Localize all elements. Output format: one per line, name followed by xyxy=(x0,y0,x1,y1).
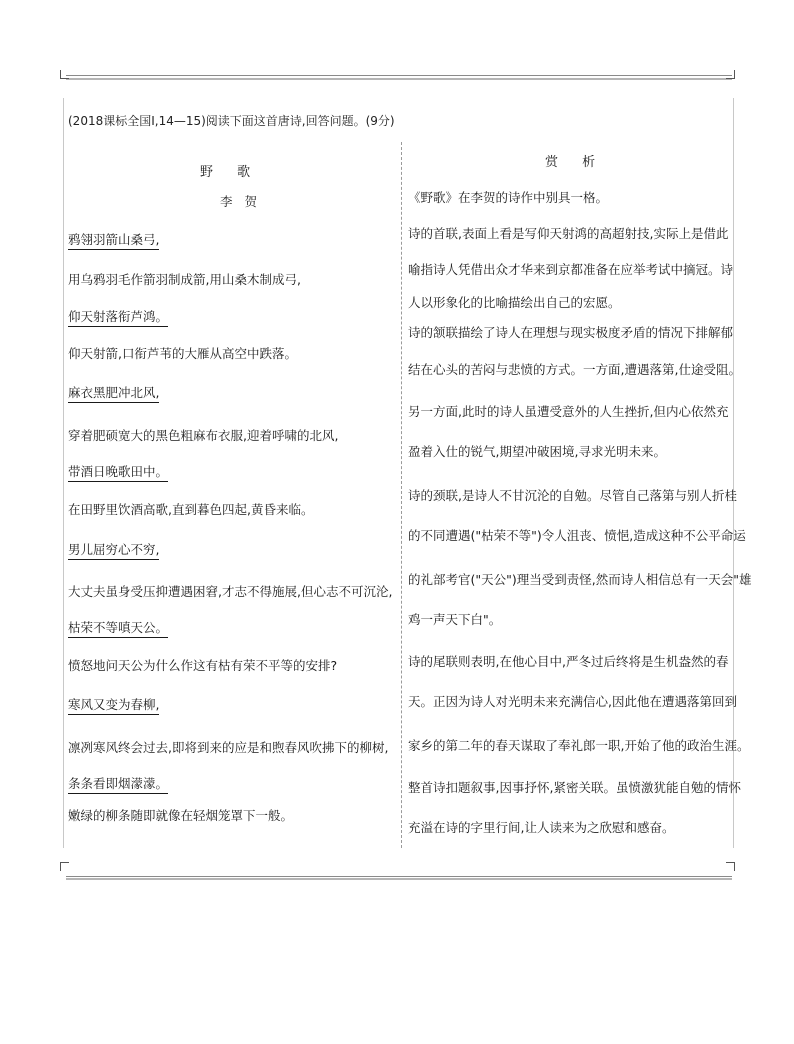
poem-line-text: 寒风又变为春柳, xyxy=(68,697,159,715)
poem-line-text: 麻衣黑肥冲北风, xyxy=(68,385,159,403)
column-divider xyxy=(401,142,402,848)
poem-line-translation: 仰天射箭,口衔芦苇的大雁从高空中跌落。 xyxy=(68,346,297,361)
frame-right-line xyxy=(733,98,734,848)
poem-line-text: 男儿屈穷心不穷, xyxy=(68,542,159,560)
poem-line-translation: 穿着肥硕宽大的黑色粗麻布衣服,迎着呼啸的北风, xyxy=(68,428,339,443)
appreciation-line: 诗的颔联描绘了诗人在理想与现实极度矛盾的情况下排解郁 xyxy=(408,325,734,340)
appreciation-line: 的不同遭遇("枯荣不等")令人沮丧、愤悒,造成这种不公平命运 xyxy=(408,528,746,543)
corner-mark-top-left xyxy=(60,70,69,79)
appreciation-line: 整首诗扣题叙事,因事抒怀,紧密关联。虽愤激犹能自勉的情怀 xyxy=(408,780,741,795)
appreciation-title: 赏 析 xyxy=(545,155,606,170)
frame-top-line-shadow xyxy=(66,78,732,80)
appreciation-line: 的礼部考官("天公")理当受到责怪,然而诗人相信总有一天会"雄 xyxy=(408,572,752,587)
appreciation-line: 家乡的第二年的春天谋取了奉礼郎一职,开始了他的政治生涯。 xyxy=(408,738,750,753)
appreciation-line: 人以形象化的比喻描绘出自己的宏愿。 xyxy=(408,295,621,310)
corner-mark-bottom-right xyxy=(726,862,735,871)
poem-author: 李 贺 xyxy=(220,194,261,209)
poem-line-text: 鸦翎羽箭山桑弓, xyxy=(68,232,159,250)
poem-line-translation: 用乌鸦羽毛作箭羽制成箭,用山桑木制成弓, xyxy=(68,272,301,287)
appreciation-line: 《野歌》在李贺的诗作中别具一格。 xyxy=(408,190,609,205)
corner-mark-top-right xyxy=(726,70,735,79)
frame-top-line xyxy=(66,75,732,76)
frame-left-line xyxy=(63,98,64,848)
frame-bottom-line-shadow xyxy=(66,878,732,880)
poem-line-translation: 嫩绿的柳条随即就像在轻烟笼罩下一般。 xyxy=(68,808,294,823)
appreciation-line: 诗的尾联则表明,在他心目中,严冬过后终将是生机盎然的春 xyxy=(408,654,729,669)
frame-bottom-line xyxy=(66,876,732,877)
poem-line-translation: 大丈夫虽身受压抑遭遇困窘,才志不得施展,但心志不可沉沦, xyxy=(68,584,393,599)
appreciation-line: 天。正因为诗人对光明未来充满信心,因此他在遭遇落第回到 xyxy=(408,694,737,709)
poem-line-text: 条条看即烟濛濛。 xyxy=(68,776,168,794)
poem-line-text: 仰天射落衔芦鸿。 xyxy=(68,309,168,327)
appreciation-line: 充溢在诗的字里行间,让人读来为之欣慰和感奋。 xyxy=(408,820,675,835)
poem-line-translation: 在田野里饮酒高歌,直到暮色四起,黄昏来临。 xyxy=(68,502,314,517)
poem-line-text: 带酒日晚歌田中。 xyxy=(68,464,168,482)
appreciation-line: 诗的首联,表面上看是写仰天射鸿的高超射技,实际上是借此 xyxy=(408,226,729,241)
poem-title: 野 歌 xyxy=(200,165,261,180)
appreciation-line: 鸡一声天下白"。 xyxy=(408,612,502,627)
poem-line-translation: 凛冽寒风终会过去,即将到来的应是和煦春风吹拂下的柳树, xyxy=(68,740,389,755)
corner-mark-bottom-left xyxy=(60,862,69,871)
appreciation-line: 另一方面,此时的诗人虽遭受意外的人生挫折,但内心依然充 xyxy=(408,404,729,419)
appreciation-line: 喻指诗人凭借出众才华来到京都准备在应举考试中摘冠。诗 xyxy=(408,262,734,277)
poem-line-text: 枯荣不等嗔天公。 xyxy=(68,620,168,638)
question-header: (2018课标全国Ⅰ,14—15)阅读下面这首唐诗,回答问题。(9分) xyxy=(68,114,395,128)
appreciation-line: 结在心头的苦闷与悲愤的方式。一方面,遭遇落第,仕途受阻。 xyxy=(408,362,741,377)
poem-line-translation: 愤怒地问天公为什么作这有枯有荣不平等的安排? xyxy=(68,658,338,673)
appreciation-line: 盈着入仕的锐气,期望冲破困境,寻求光明未来。 xyxy=(408,444,666,459)
appreciation-line: 诗的颈联,是诗人不甘沉沦的自勉。尽管自己落第与别人折桂 xyxy=(408,488,737,503)
